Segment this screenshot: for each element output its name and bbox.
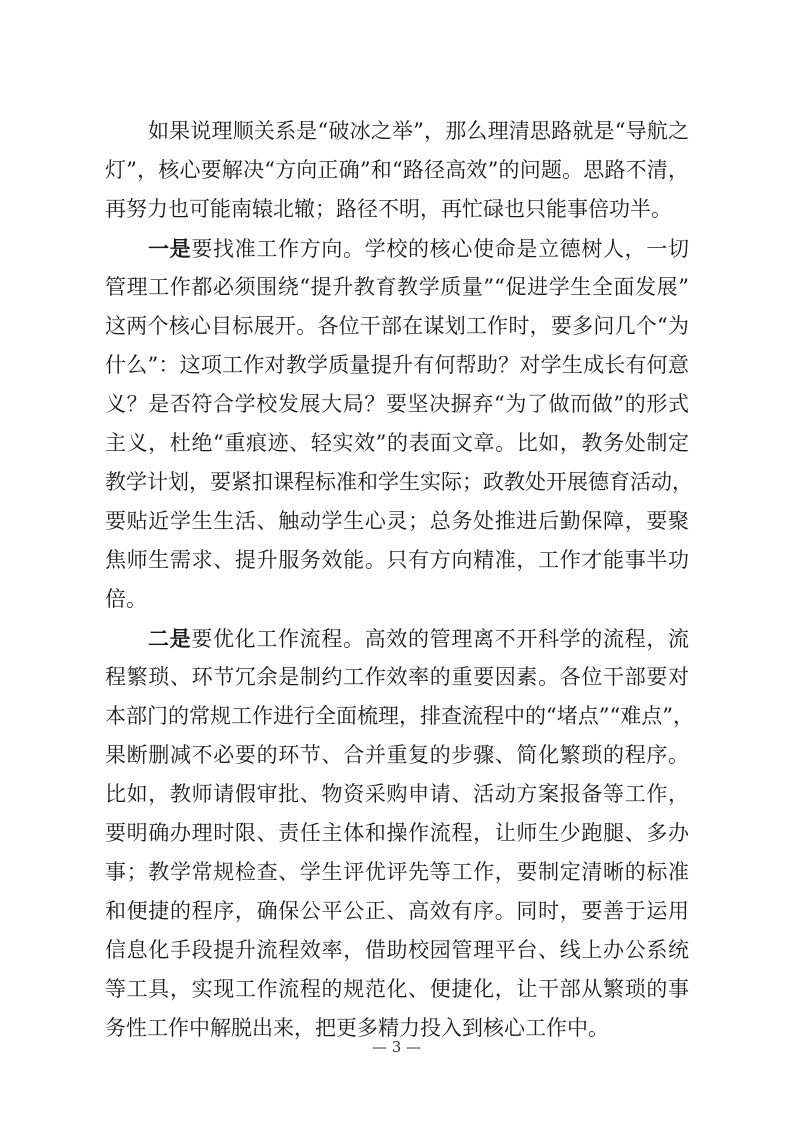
line-text: 倍。 bbox=[105, 587, 147, 611]
line-text: 等工具，实现工作流程的规范化、便捷化，让干部从繁琐的事 bbox=[105, 977, 689, 1001]
line-text: 义？是否符合学校发展大局？要坚决摒弃“为了做而做”的形式 bbox=[105, 392, 689, 416]
line-text: 如果说理顺关系是“破冰之举”，那么理清思路就是“导航之 bbox=[148, 119, 689, 143]
text-line bbox=[105, 892, 689, 931]
line-text: 主义，杜绝“重痕迹、轻实效”的表面文章。比如，教务处制定 bbox=[105, 431, 689, 455]
text-line bbox=[105, 658, 689, 697]
paragraph-lead: 二是 bbox=[148, 626, 192, 651]
text-line bbox=[105, 619, 689, 658]
paragraph bbox=[105, 619, 694, 1048]
line-text: 事；教学常规检查、学生评优评先等工作，要制定清晰的标准 bbox=[105, 860, 689, 884]
document-body bbox=[105, 112, 694, 1048]
line-text: 灯”，核心要解决“方向正确”和“路径高效”的问题。思路不清， bbox=[105, 158, 689, 182]
line-text: 果断删减不必要的环节、合并重复的步骤、简化繁琐的程序。 bbox=[105, 743, 689, 767]
line-text: 再努力也可能南辕北辙；路径不明，再忙碌也只能事倍功半。 bbox=[105, 197, 672, 221]
text-line bbox=[105, 697, 694, 736]
text-line bbox=[105, 385, 689, 424]
text-line bbox=[105, 853, 689, 892]
page-number: — 3 — bbox=[371, 1038, 422, 1056]
text-line bbox=[105, 190, 689, 229]
text-line bbox=[105, 541, 689, 580]
line-text: 要贴近学生生活、触动学生心灵；总务处推进后勤保障，要聚 bbox=[105, 509, 689, 533]
paragraph bbox=[105, 112, 689, 229]
text-line bbox=[105, 736, 689, 775]
line-text: 本部门的常规工作进行全面梳理，排查流程中的“堵点”“难点”， bbox=[105, 704, 694, 728]
text-line bbox=[105, 346, 689, 385]
text-line bbox=[105, 268, 689, 307]
text-line bbox=[105, 580, 689, 619]
text-line bbox=[105, 151, 689, 190]
line-text: 教学计划，要紧扣课程标准和学生实际；政教处开展德育活动， bbox=[105, 470, 693, 494]
text-line bbox=[105, 814, 689, 853]
text-line bbox=[105, 424, 689, 463]
line-text: 焦师生需求、提升服务效能。只有方向精准，工作才能事半功 bbox=[105, 548, 689, 572]
line-text: 管理工作都必须围绕“提升教育教学质量”“促进学生全面发展” bbox=[105, 275, 689, 299]
paragraph bbox=[105, 229, 693, 619]
text-line bbox=[105, 307, 689, 346]
line-text: 要优化工作流程。高效的管理离不开科学的流程，流 bbox=[191, 627, 690, 651]
line-text: 程繁琐、环节冗余是制约工作效率的重要因素。各位干部要对 bbox=[105, 665, 689, 689]
line-text: 这两个核心目标展开。各位干部在谋划工作时，要多问几个“为 bbox=[105, 314, 689, 338]
text-line bbox=[105, 229, 689, 268]
line-text: 要明确办理时限、责任主体和操作流程，让师生少跑腿、多办 bbox=[105, 821, 689, 845]
line-text: 什么”：这项工作对教学质量提升有何帮助？对学生成长有何意 bbox=[105, 353, 689, 377]
line-text: 务性工作中解脱出来，把更多精力投入到核心工作中。 bbox=[105, 1016, 609, 1040]
line-text: 要找准工作方向。学校的核心使命是立德树人，一切 bbox=[191, 237, 690, 261]
text-line bbox=[105, 112, 689, 151]
line-text: 和便捷的程序，确保公平公正、高效有序。同时，要善于运用 bbox=[105, 899, 689, 923]
text-line bbox=[105, 502, 689, 541]
line-text: 比如，教师请假审批、物资采购申请、活动方案报备等工作， bbox=[105, 782, 689, 806]
line-text: 信息化手段提升流程效率，借助校园管理平台、线上办公系统 bbox=[105, 938, 689, 962]
text-line bbox=[105, 463, 693, 502]
paragraph-lead: 一是 bbox=[148, 236, 192, 261]
text-line bbox=[105, 931, 689, 970]
text-line bbox=[105, 775, 689, 814]
text-line bbox=[105, 970, 689, 1009]
